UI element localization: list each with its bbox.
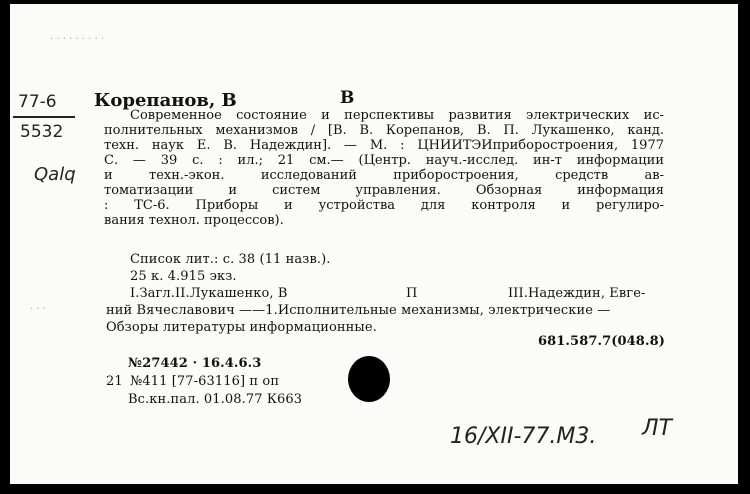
description-line: С. — 39 с. : ил.; 21 см.— (Центр. науч.-исслед. ин-т информации <box>104 153 664 168</box>
registry-order: №411 [77-63116] п оп <box>130 374 280 389</box>
margin-note: Qalq <box>34 164 76 185</box>
tracing-line-3: Обзоры литературы информационные. <box>106 320 377 335</box>
registry-prefix: 21 <box>106 374 123 389</box>
tracing-line-1-left: I.Загл.II.Лукашенко, В <box>130 286 288 301</box>
description-line: техн. наук Е. В. Надеждин]. — М. : ЦНИИТЭИприборостроения, 1977 <box>104 138 664 153</box>
udc-number: 681.587.7(048.8) <box>538 334 665 349</box>
handwritten-initials: ЛТ <box>642 416 672 441</box>
registry-chamber: Вс.кн.пал. 01.08.77 К663 <box>128 392 303 407</box>
tracing-line-2: ний Вячеславович ——1.Исполнительные механизмы, электрические — <box>106 303 611 318</box>
description-line: вания технол. процессов). <box>104 213 284 228</box>
description-line: Современное состояние и перспективы развития электрических ис- <box>130 108 664 123</box>
description-block <box>104 108 664 228</box>
price-note: 25 к. 4.915 экз. <box>130 269 237 284</box>
tracing-line-1-right: III.Надеждин, Евге- <box>508 286 646 301</box>
shelf-mark-1: 77-6 <box>18 92 57 112</box>
description-line: томатизации и систем управления. Обзорная информация <box>104 183 664 198</box>
card-punch-hole <box>348 356 390 402</box>
author-heading: Корепанов, В <box>94 90 237 111</box>
catalog-card <box>10 4 738 484</box>
scan-dots: · · · <box>30 304 46 315</box>
shelf-mark-2: 5532 <box>20 122 64 142</box>
author-letter: В <box>340 88 355 108</box>
bibliography-note: Список лит.: с. 38 (11 назв.). <box>130 252 331 267</box>
shelf-mark-rule <box>13 116 75 118</box>
handwritten-date: 16/XII-77.M3. <box>450 424 597 449</box>
description-line: полнительных механизмов / [В. В. Корепанов, В. П. Лукашенко, канд. <box>104 123 664 138</box>
description-line: : ТС-6. Приборы и устройства для контроля и регулиро- <box>104 198 664 213</box>
scan-dots: · · · · · · · · · <box>50 34 105 45</box>
registry-number: №27442 · 16.4.6.3 <box>128 356 262 371</box>
description-line: и техн.-экон. исследований приборостроения, средств ав- <box>104 168 664 183</box>
tracing-line-1-mid: П <box>406 286 418 301</box>
